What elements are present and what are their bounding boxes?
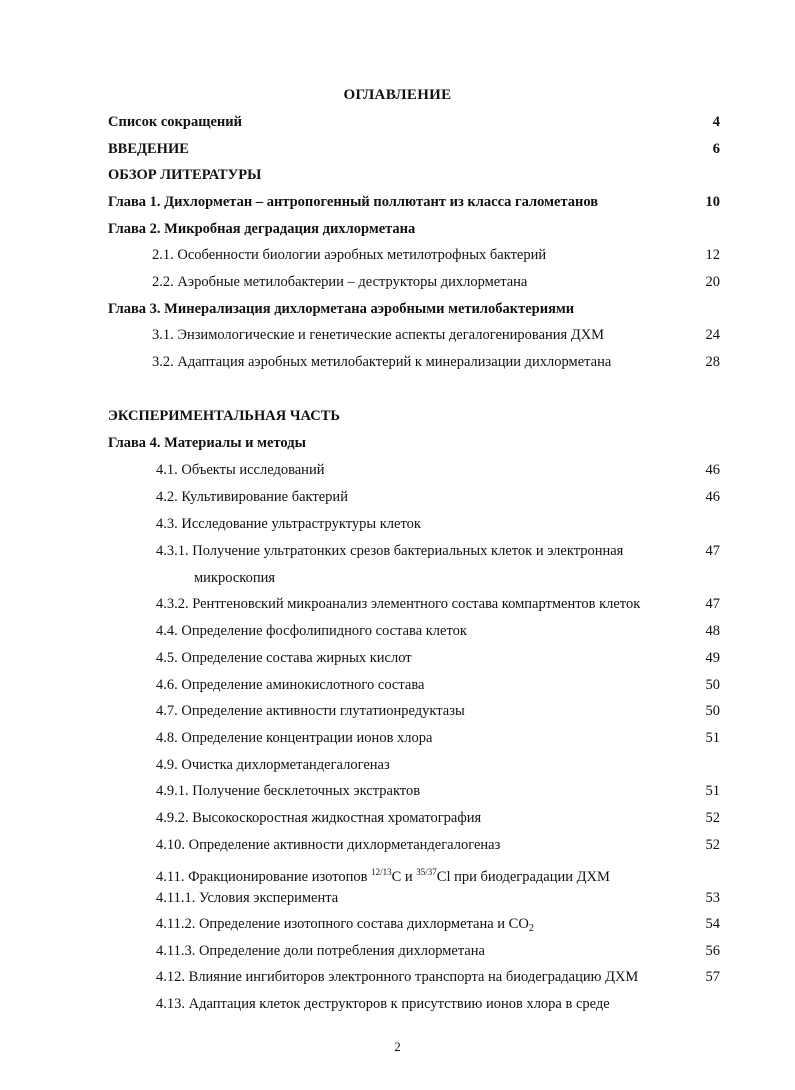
toc-entry-page: 46 (705, 489, 720, 505)
toc-section-heading (108, 165, 720, 185)
toc-entry-title: 2.1. Особенности биологии аэробных метилотрофных бактерий (152, 247, 547, 263)
toc-entry (108, 514, 720, 534)
toc-entry-title: ОБЗОР ЛИТЕРАТУРЫ (108, 167, 262, 183)
toc-entry (108, 245, 720, 265)
toc-entry-title: 4.9.1. Получение бесклеточных экстрактов (156, 783, 421, 799)
toc-entry-page: 52 (705, 810, 720, 826)
toc-entry-title: 4.3.2. Рентгеновский микроанализ элементного состава компартментов клеток (156, 596, 641, 612)
toc-section-heading (108, 406, 720, 426)
toc-entry-title: 4.2. Культивирование бактерий (156, 489, 348, 505)
toc-chapter-heading (108, 299, 720, 319)
toc-entry-title: 4.1. Объекты исследований (156, 462, 325, 478)
toc-entry (108, 325, 720, 345)
toc-entry (108, 594, 720, 614)
toc-entry-title: 4.3. Исследование ультраструктуры клеток (156, 516, 421, 532)
toc-entry (108, 994, 720, 1014)
toc-entry-title: 4.11.1. Условия эксперимента (156, 890, 339, 906)
page-title: ОГЛАВЛЕНИЕ (343, 87, 452, 103)
toc-entry-title: 4.11.3. Определение доли потребления дихлорметана (156, 943, 485, 959)
toc-entry-page: 10 (705, 194, 720, 210)
toc-entry-page: 56 (705, 943, 720, 959)
toc-entry-title: ВВЕДЕНИЕ (108, 141, 189, 157)
toc-entry (108, 914, 720, 934)
toc-entry-title: Глава 1. Дихлорметан – антропогенный поллютант из класса галометанов (108, 194, 599, 210)
toc-entry (108, 701, 720, 721)
toc-entry-title: 4.7. Определение активности глутатионредуктазы (156, 703, 465, 719)
toc-entry-title: 3.1. Энзимологические и генетические аспекты дегалогенирования ДХМ (152, 327, 605, 343)
page-number: 2 (394, 1039, 401, 1054)
toc-entry-page: 51 (705, 730, 720, 746)
toc-entry-page: 24 (705, 327, 720, 343)
toc-entry (108, 675, 720, 695)
toc-entry (108, 487, 720, 507)
toc-entry (108, 112, 720, 132)
toc-entry-title: 4.11. Фракционирование изотопов $^{12/13}$C и $^{35/37}$Cl при биодеградации ДХМ (156, 867, 610, 885)
toc-entry (108, 967, 720, 987)
toc-entry (108, 835, 720, 855)
toc-entry-title: 4.5. Определение состава жирных кислот (156, 650, 412, 666)
toc-entry-title: ЭКСПЕРИМЕНТАЛЬНАЯ ЧАСТЬ (108, 408, 340, 424)
toc-entry-page: 50 (705, 703, 720, 719)
toc-entry-title: 4.12. Влияние ингибиторов электронного транспорта на биодеградацию ДХМ (156, 969, 639, 985)
toc-entry-title: Список сокращений (108, 114, 242, 130)
toc-entry-page: 49 (705, 650, 720, 666)
toc-entry-isotopes (108, 862, 720, 885)
toc-entry-title: 4.9.2. Высокоскоростная жидкостная хроматография (156, 810, 482, 826)
toc-entry-title: Глава 2. Микробная деградация дихлорметана (108, 221, 416, 237)
toc-entry-title: Глава 3. Минерализация дихлорметана аэробными метилобактериями (108, 301, 575, 317)
toc-entry (108, 352, 720, 372)
toc-entry (108, 941, 720, 961)
toc-entry-page: 48 (705, 623, 720, 639)
toc-entry (108, 192, 720, 212)
toc-entry-page: 53 (705, 890, 720, 906)
toc-entry-title: Глава 4. Материалы и методы (108, 435, 306, 451)
toc-entry-title: 4.10. Определение активности дихлорметандегалогеназ (156, 837, 501, 853)
toc-entry (108, 272, 720, 292)
toc-entry-continuation: микроскопия (194, 570, 276, 586)
toc-entry (108, 888, 720, 908)
toc-entry-page: 46 (705, 462, 720, 478)
toc-entry-page: 6 (712, 141, 720, 157)
toc-entry-page: 28 (705, 354, 720, 370)
toc-entry-page: 50 (705, 677, 720, 693)
toc-entry (108, 755, 720, 775)
toc-entry-page: 20 (705, 274, 720, 290)
toc-entry-title: 4.11.2. Определение изотопного состава дихлорметана и $CO_2$ (156, 916, 534, 934)
toc-entry-page: 4 (712, 114, 720, 130)
toc-entry-page: 47 (705, 596, 720, 612)
toc-entry-page: 47 (705, 543, 720, 559)
toc-entry-page: 51 (705, 783, 720, 799)
toc-entry (108, 621, 720, 641)
toc-entry (108, 541, 720, 561)
toc-entry-page: 57 (705, 969, 720, 985)
toc-entry-title: 3.2. Адаптация аэробных метилобактерий к минерализации дихлорметана (152, 354, 612, 370)
toc-entry-title: 4.6. Определение аминокислотного состава (156, 677, 425, 693)
toc-entry-title: 4.4. Определение фосфолипидного состава клеток (156, 623, 467, 639)
toc-entry-title: 4.3.1. Получение ультратонких срезов бактериальных клеток и электронная (156, 543, 624, 559)
toc-chapter-heading (108, 219, 720, 239)
toc-entry (108, 728, 720, 748)
toc-entry-page: 54 (705, 916, 720, 932)
toc-entry-page: 52 (705, 837, 720, 853)
toc-entry-title: 4.13. Адаптация клеток деструкторов к присутствию ионов хлора в среде (156, 996, 610, 1012)
toc-chapter-heading (108, 433, 720, 453)
toc-entry (108, 139, 720, 159)
toc-entry-title: 2.2. Аэробные метилобактерии – деструкторы дихлорметана (152, 274, 528, 290)
toc-entry (108, 781, 720, 801)
toc-entry (108, 808, 720, 828)
toc-entry-title: 4.8. Определение концентрации ионов хлора (156, 730, 433, 746)
toc-entry (108, 648, 720, 668)
toc-entry-page: 12 (705, 247, 720, 263)
toc-entry (108, 460, 720, 480)
toc-entry-title: 4.9. Очистка дихлорметандегалогеназ (156, 757, 390, 773)
